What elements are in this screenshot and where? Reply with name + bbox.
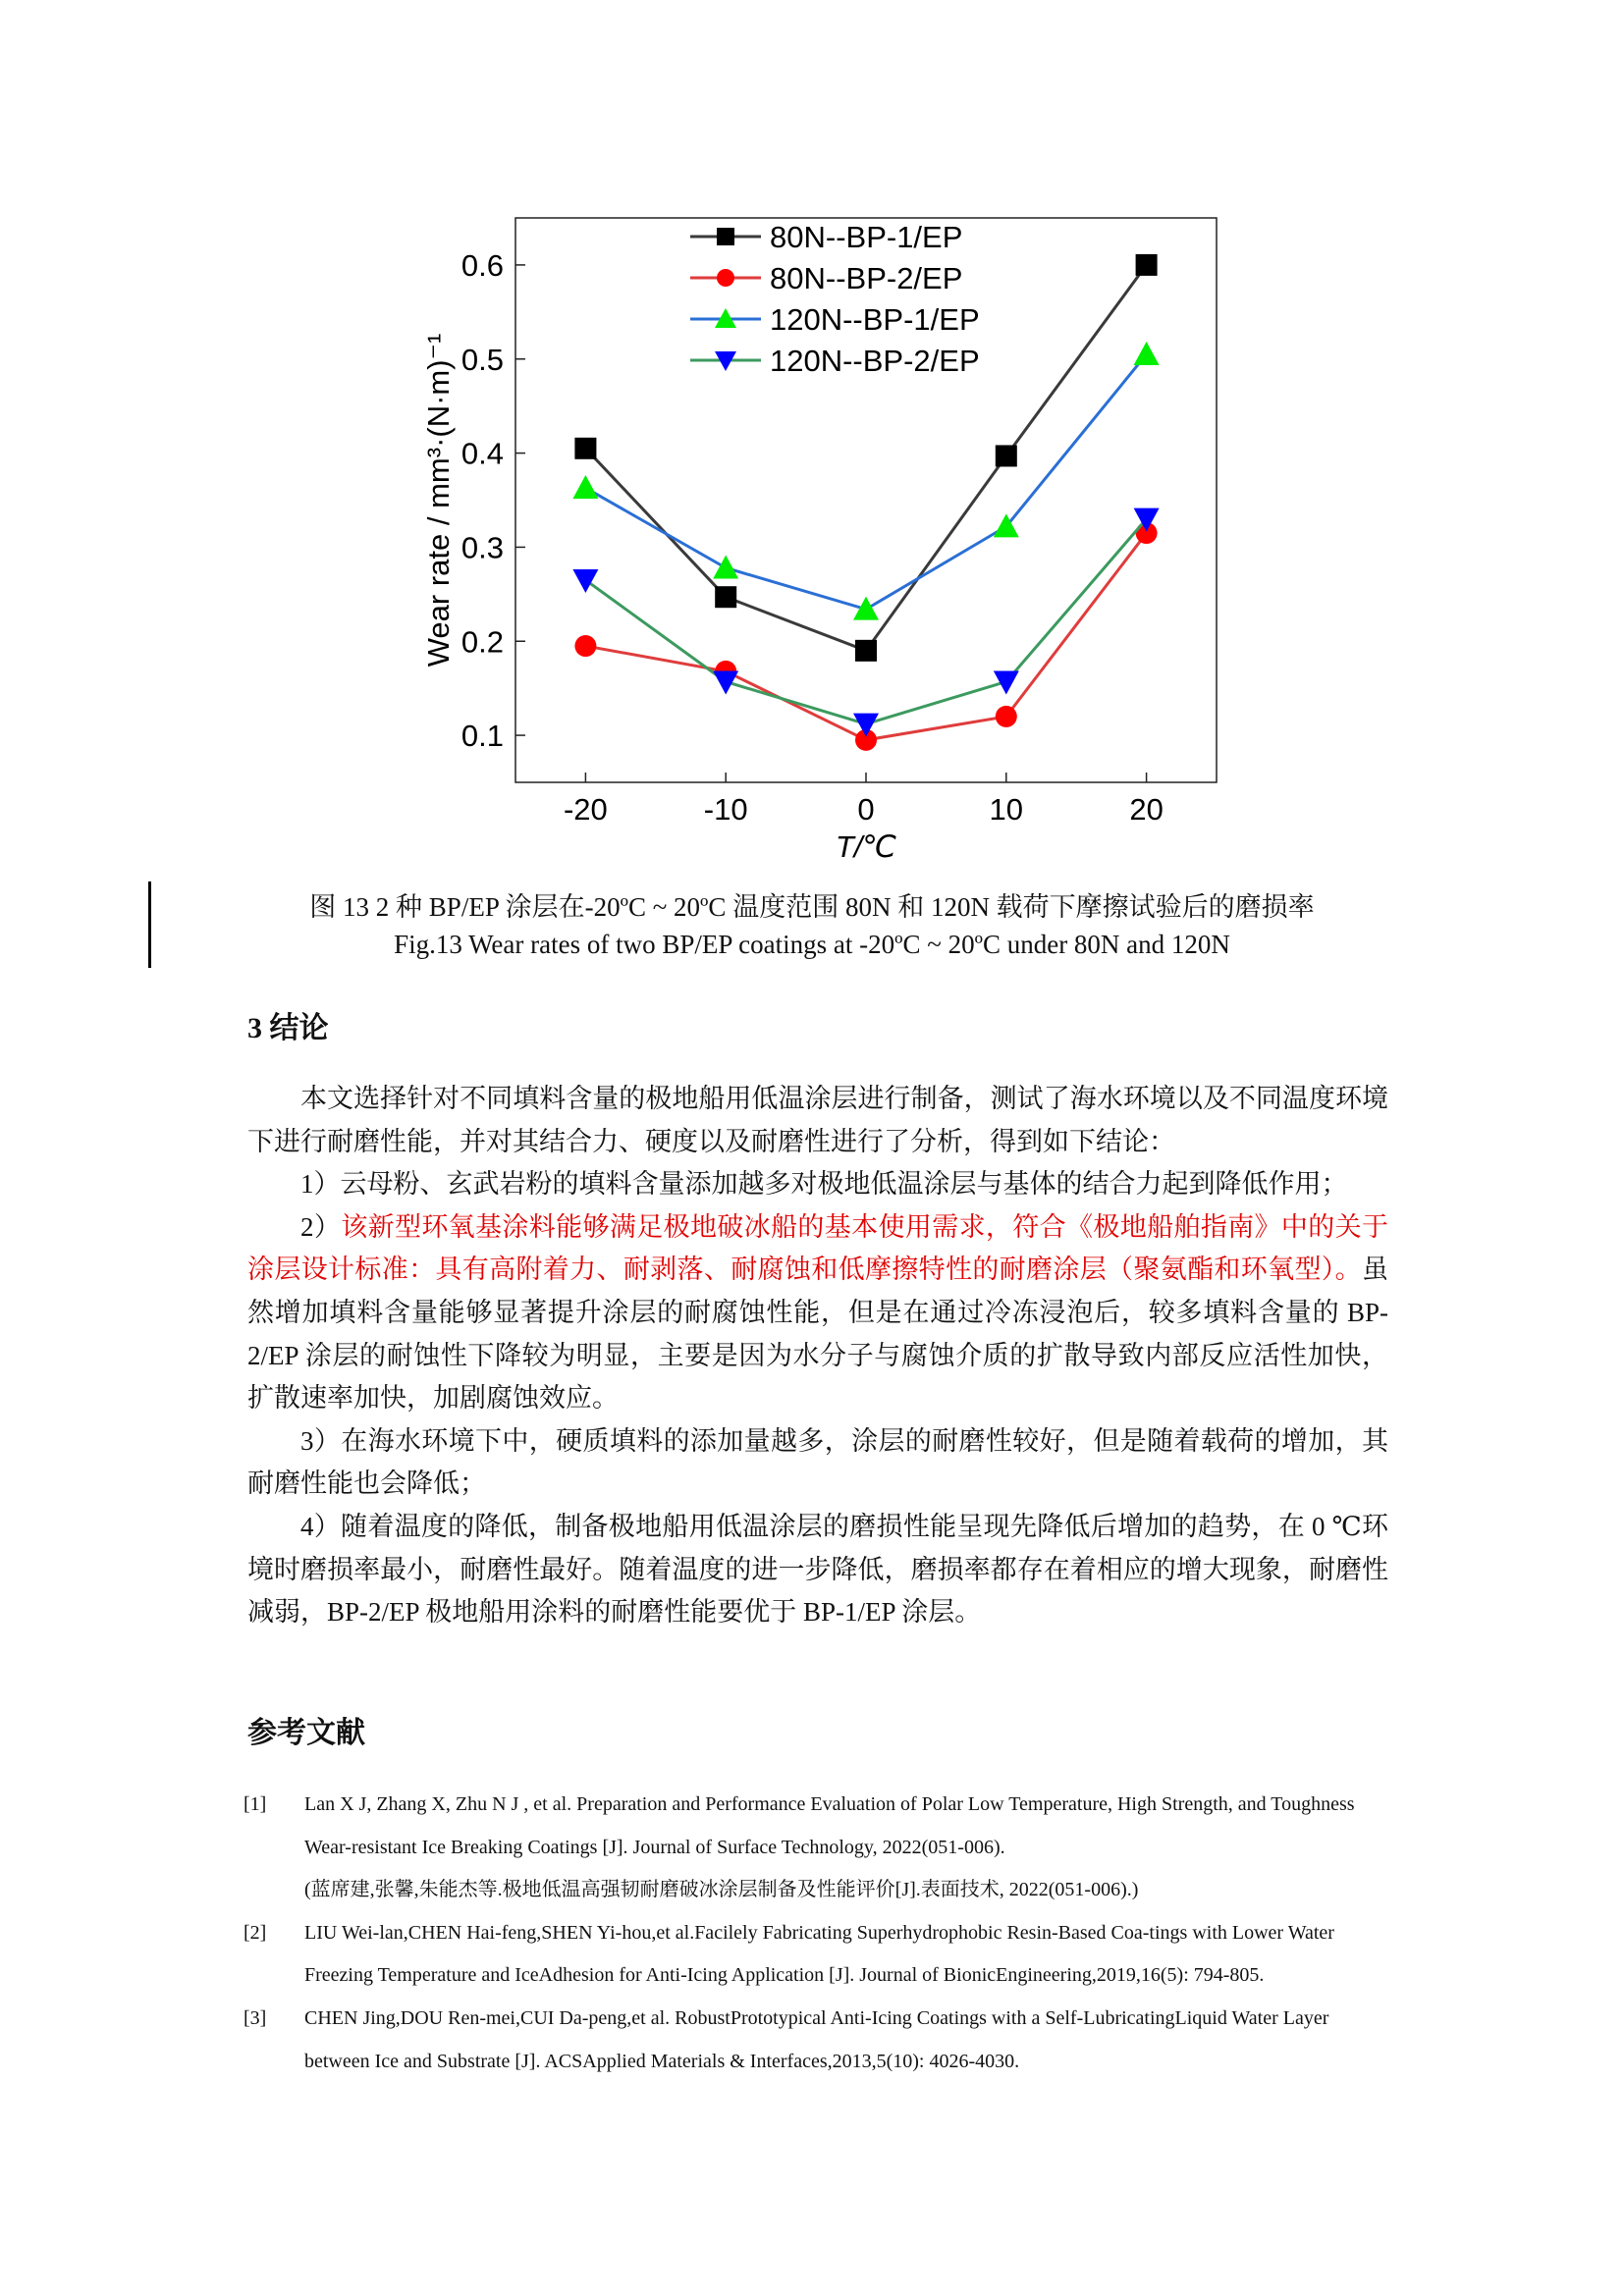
reference-item: [244, 1998, 1392, 2083]
data-point: [572, 569, 598, 593]
data-point: [855, 640, 877, 662]
legend-label: 80N--BP-2/EP: [770, 261, 963, 295]
data-point: [574, 438, 596, 459]
reference-item: [244, 1784, 1392, 1912]
x-axis-label: T/℃: [835, 829, 897, 864]
section-heading: 3 结论: [247, 1012, 329, 1044]
paragraph-intro: 本文选择针对不同填料含量的极地船用低温涂层进行制备，测试了海水环境以及不同温度环境下进行耐磨性能，并对其结合力、硬度以及耐磨性进行了分析，得到如下结论：: [247, 1084, 1388, 1156]
reference-number: [1]: [244, 1793, 267, 1815]
data-point: [713, 556, 738, 579]
figure-caption-cn: 图 13 2 种 BP/EP 涂层在-20ºC ~ 20ºC 温度范围 80N 和 120N 载荷下摩擦试验后的磨损率: [309, 892, 1315, 922]
x-tick-label: -10: [703, 792, 748, 827]
conclusion-body: [247, 1078, 1388, 1634]
conclusion-2-rest: 虽然增加填料含量能够显著提升涂层的耐腐蚀性能，但是在通过冷冻浸泡后，较多填料含量的 BP-2/EP 涂层的耐蚀性下降较为明显，主要是因为水分子与腐蚀介质的扩散导致内部反应活性加快，扩散速率加快，加剧腐蚀效应。: [247, 1255, 1388, 1414]
series-line: [585, 533, 1146, 740]
reference-line: (蓝席建,张馨,朱能杰等.极地低温高强韧耐磨破冰涂层制备及性能评价[J].表面技术, 2022(051-006).): [304, 1879, 1139, 1901]
figure-caption-en: Fig.13 Wear rates of two BP/EP coatings at -20ºC ~ 20ºC under 80N and 120N: [394, 930, 1230, 959]
y-tick-label: 0.5: [460, 342, 504, 377]
conclusion-2: [247, 1206, 1388, 1420]
conclusion-2-num: 2）: [300, 1211, 342, 1242]
conclusion-2-highlight: 该新型环氧基涂料能够满足极地破冰船的基本使用需求，符合《极地船舶指南》中的关于涂层设计标准：具有高附着力、耐剥落、耐腐蚀和低摩擦特性的耐磨涂层（聚氨酯和环氧型）。: [247, 1211, 1389, 1285]
y-tick-label: 0.1: [460, 719, 504, 754]
legend-label: 80N--BP-1/EP: [770, 220, 963, 254]
data-point: [1136, 254, 1158, 276]
x-tick-label: -20: [563, 792, 608, 827]
data-point: [994, 670, 1019, 694]
legend-label: 120N--BP-2/EP: [770, 344, 980, 378]
reference-line: Freezing Temperature and IceAdhesion for Anti-Icing Application [J]. Journal of BionicEngineering,2019,16(5): 794-805.: [304, 1964, 1265, 1987]
y-tick-label: 0.4: [460, 436, 504, 471]
data-point: [574, 635, 596, 657]
reference-line: Lan X J, Zhang X, Zhu N J , et al. Preparation and Performance Evaluation of Polar Low Temperature, High Strength, and Toughness: [304, 1793, 1355, 1815]
reference-line: between Ice and Substrate [J]. ACSApplied Materials & Interfaces,2013,5(10): 4026-4030.: [304, 2050, 1020, 2072]
wear-rate-chart: [0, 0, 1624, 883]
conclusion-4: 4）随着温度的降低，制备极地船用低温涂层的磨损性能呈现先降低后增加的趋势，在 0 ℃环境时磨损率最小，耐磨性最好。随着温度的进一步降低，磨损率都存在着相应的增大现象，耐磨性减弱，BP-2/EP 极地船用涂料的耐磨性能要优于 BP-1/EP 涂层。: [247, 1511, 1388, 1628]
reference-line: CHEN Jing,DOU Ren-mei,CUI Da-peng,et al. RobustPrototypical Anti-Icing Coatings with a Self-LubricatingLiquid Water Layer: [304, 2006, 1329, 2029]
reference-item: [244, 1912, 1392, 1998]
x-tick-label: 20: [1129, 792, 1164, 827]
reference-list: [244, 1784, 1392, 2083]
x-tick-label: 10: [989, 792, 1024, 827]
legend-label: 120N--BP-1/EP: [770, 302, 980, 337]
data-point: [1134, 342, 1160, 365]
series-line: [585, 519, 1146, 724]
legend-marker: [717, 228, 734, 245]
legend-marker: [717, 269, 734, 287]
conclusion-3: 3）在海水环境下中，硬质填料的添加量越多，涂层的耐磨性较好，但是随着载荷的增加，其耐磨性能也会降低；: [247, 1425, 1388, 1499]
reference-number: [3]: [244, 2006, 267, 2029]
data-point: [853, 714, 879, 737]
data-point: [572, 475, 598, 499]
y-tick-label: 0.2: [460, 624, 504, 660]
data-point: [853, 597, 879, 620]
y-tick-label: 0.6: [460, 247, 504, 283]
y-tick-label: 0.3: [460, 530, 504, 565]
conclusion-1: 1）云母粉、玄武岩粉的填料含量添加越多对极地低温涂层与基体的结合力起到降低作用；: [300, 1169, 1348, 1200]
references-heading: 参考文献: [247, 1717, 365, 1749]
series-line: [585, 354, 1146, 610]
data-point: [715, 586, 736, 608]
data-point: [996, 445, 1017, 466]
data-point: [996, 706, 1017, 727]
y-axis-label: Wear rate / mm³·(N·m)⁻¹: [421, 333, 456, 667]
reference-line: LIU Wei-lan,CHEN Hai-feng,SHEN Yi-hou,et al.Facilely Fabricating Superhydrophobic Resin-Based Coa-tings with Lower Water: [304, 1921, 1334, 1944]
reference-line: Wear-resistant Ice Breaking Coatings [J]. Journal of Surface Technology, 2022(051-006).: [304, 1836, 1005, 1858]
data-point: [713, 670, 738, 694]
reference-number: [2]: [244, 1921, 267, 1944]
x-tick-label: 0: [857, 792, 875, 827]
